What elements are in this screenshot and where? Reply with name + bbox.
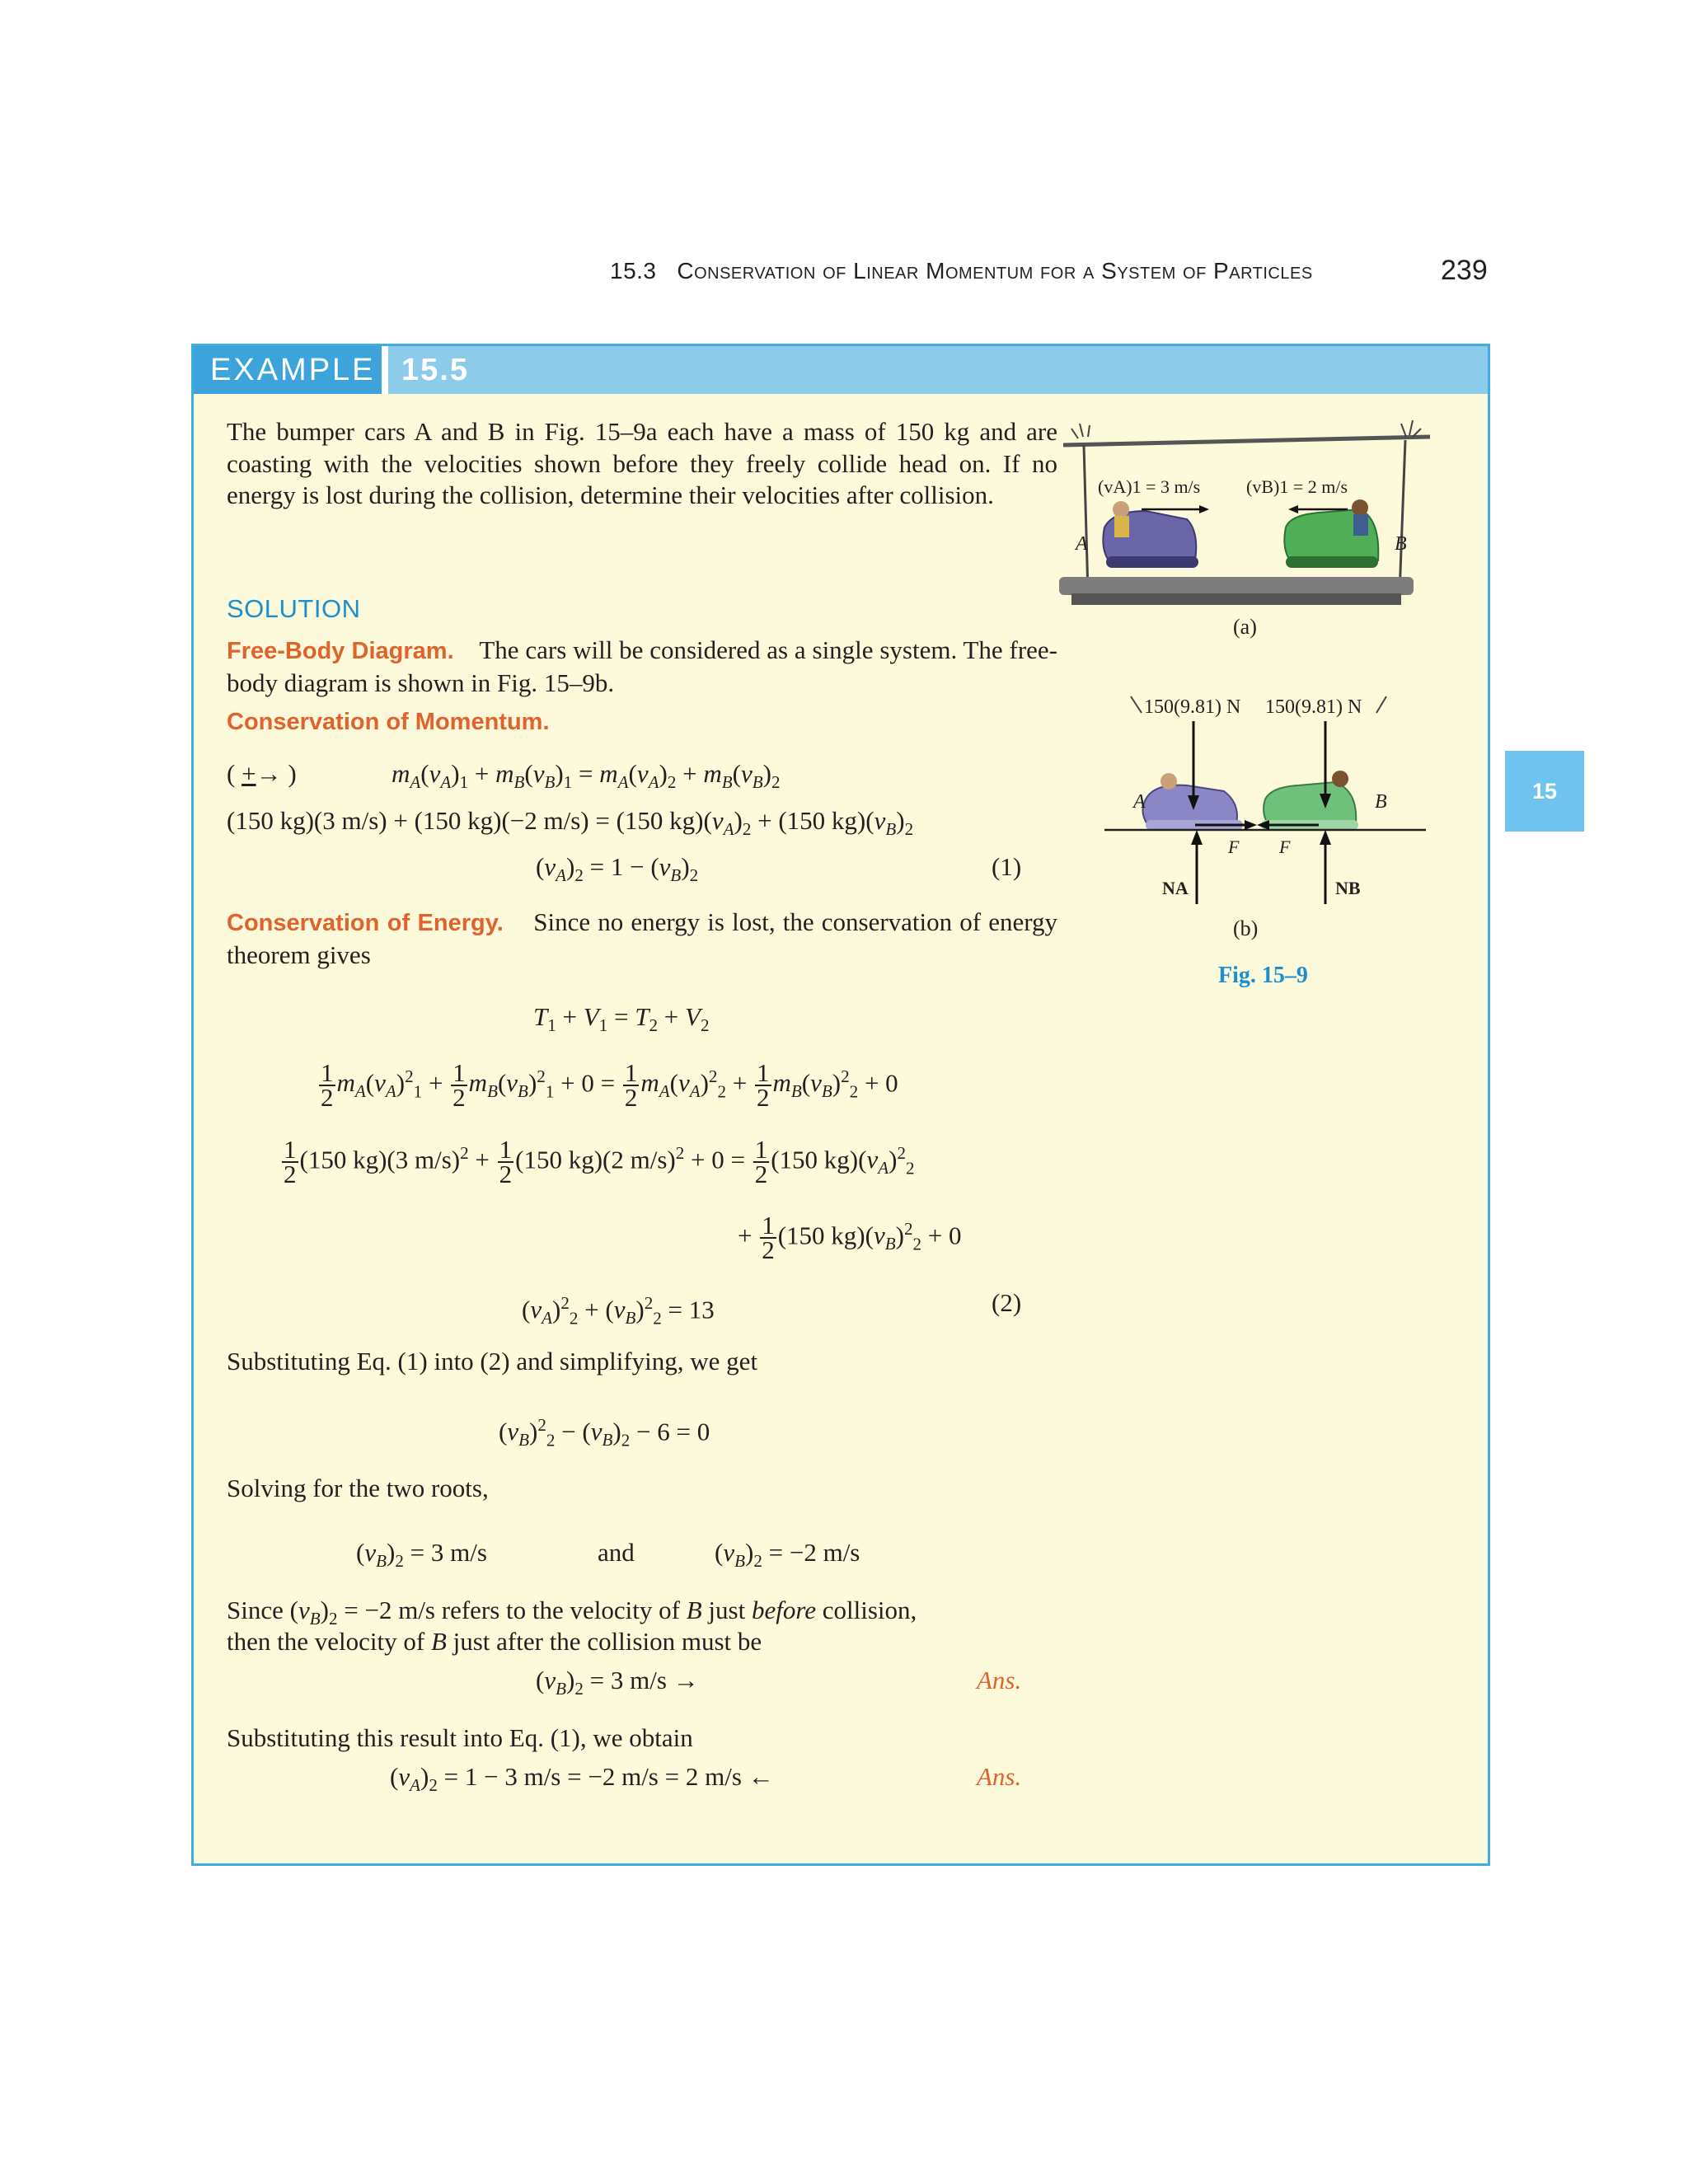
figure-b-free-body-diagram [1096,688,1442,911]
fig-b-friction-B: F [1279,837,1291,857]
fbd-text: The cars will be considered as a single system. The free-body diagram is shown in Fig. 15–9b. [227,635,1057,697]
example-label: EXAMPLE [194,346,382,394]
problem-statement: The bumper cars A and B in Fig. 15–9a each have a mass of 150 kg and are coasting with the velocities shown before they freely collide head on. If no energy is lost during the collision, determine their velocities after collision. [227,417,1057,509]
fbd-paragraph [227,635,1057,699]
since-text-1: Since $(v_B)_2 = -2$ m/s refers to the velocity of B just before collision, [227,1596,917,1629]
energy-equation: $T_1 + V_1 = T_2 + V_2$ [533,1002,710,1036]
fig-a-vB-label: (vB)1 = 2 m/s [1246,476,1348,497]
energy-expanded: $\frac{1}{2}$ $m_A(v_A)^2_1$ + $\frac{1}{2}$ $m_B(v_B)^2_1 + 0$ = $\frac{1}{2}$ $m_A(v_A)^2_2$ + $\frac{1}{2}$ $m_B(v_B)^2_2 + 0$ [321,1058,898,1113]
running-header [610,258,1313,284]
figure-a-bumper-cars [1055,412,1442,643]
example-number: 15.5 [401,353,469,387]
fig-b-friction-A: F [1228,837,1240,857]
fig-a-vA-label: (vA)1 = 3 m/s [1098,476,1201,497]
and-word: and [598,1538,635,1567]
fig-b-normal-A: NA [1162,878,1189,898]
page-number: 239 [1441,255,1488,286]
fig-b-normal-B: NB [1335,878,1361,898]
equation-2: $(v_A)^2_2 + (v_B)^2_2 = 13$ [522,1293,715,1329]
ans-label-1: Ans. [977,1666,1022,1694]
substituting-text-2: Substituting this result into Eq. (1), we obtain [227,1723,693,1752]
energy-heading: Conservation of Energy. [227,910,504,936]
roots-text: Solving for the two roots, [227,1474,489,1502]
energy-substitution-cont: + $\frac{1}{2}$ (150 $kg)(v_B)^2_2 + 0$ [738,1211,962,1265]
equation-1: $(v_A)_2 = 1 - (v_B)_2$ [536,852,699,886]
fig-b-weight-B: 150(9.81) N [1265,696,1362,718]
root-2: $(v_B)_2 = -2$ m/s [715,1538,860,1572]
fig-caption-a: (a) [1233,615,1257,639]
fig-b-weight-A: 150(9.81) N [1144,696,1241,718]
fig-b-car-B: B [1375,791,1387,813]
momentum-direction: ( +→ ) [227,759,297,788]
fig-b-car-A: A [1133,791,1146,813]
quadratic-equation: $(v_B)^2_2 - (v_B)_2 - 6 = 0$ [499,1415,710,1451]
energy-paragraph [227,907,1057,971]
figure-caption: Fig. 15–9 [1218,963,1308,988]
fbd-heading: Free-Body Diagram. [227,638,454,664]
answer-vA: $(v_A)_2 = 1 - 3$ m/s = −2 m/s = 2 m/s ← [390,1762,774,1796]
substituting-text: Substituting Eq. (1) into (2) and simplifying, we get [227,1347,758,1376]
solution-heading: SOLUTION [227,594,361,623]
root-1: $(v_B)_2 = 3$ m/s [356,1538,487,1572]
momentum-equation: $m_A(v_A)_1 + m_B(v_B)_1 = m_A(v_A)_2 + m_B(v_B)_2$ [392,759,781,793]
section-title: Conservation of Linear Momentum for a System of Particles [677,258,1313,284]
energy-text: Since no energy is lost, the conservation of energy theorem gives [227,907,1057,969]
chapter-tab: 15 [1505,751,1584,832]
energy-substitution: $\frac{1}{2}$ (150 kg)(3 m/s)$^2$ + $\frac{1}{2}$ (150 kg)(2 m/s)$^2$ + 0 = $\frac{1}{2}$ (150 $kg)(v_A)^2_2$ [284,1135,915,1189]
ans-label-2: Ans. [977,1762,1022,1791]
section-number: 15.3 [610,258,657,284]
answer-vB: $(v_B)_2 = 3$ m/s → [536,1666,699,1699]
example-header-bar [194,346,1488,394]
since-text-2: then the velocity of B just after the collision must be [227,1627,762,1656]
fig-a-car-B: B [1395,533,1407,555]
fig-caption-b: (b) [1233,916,1259,940]
momentum-heading: Conservation of Momentum. [227,709,550,735]
equation-1-number: (1) [992,852,1022,881]
fig-a-car-A: A [1076,533,1088,555]
momentum-substitution: (150 kg)(3 m/s) + (150 kg)(−2 m/s) = (150 $kg)(v_A)_2 + (150$ $kg)(v_B)_2$ [227,806,914,840]
equation-2-number: (2) [992,1288,1022,1317]
